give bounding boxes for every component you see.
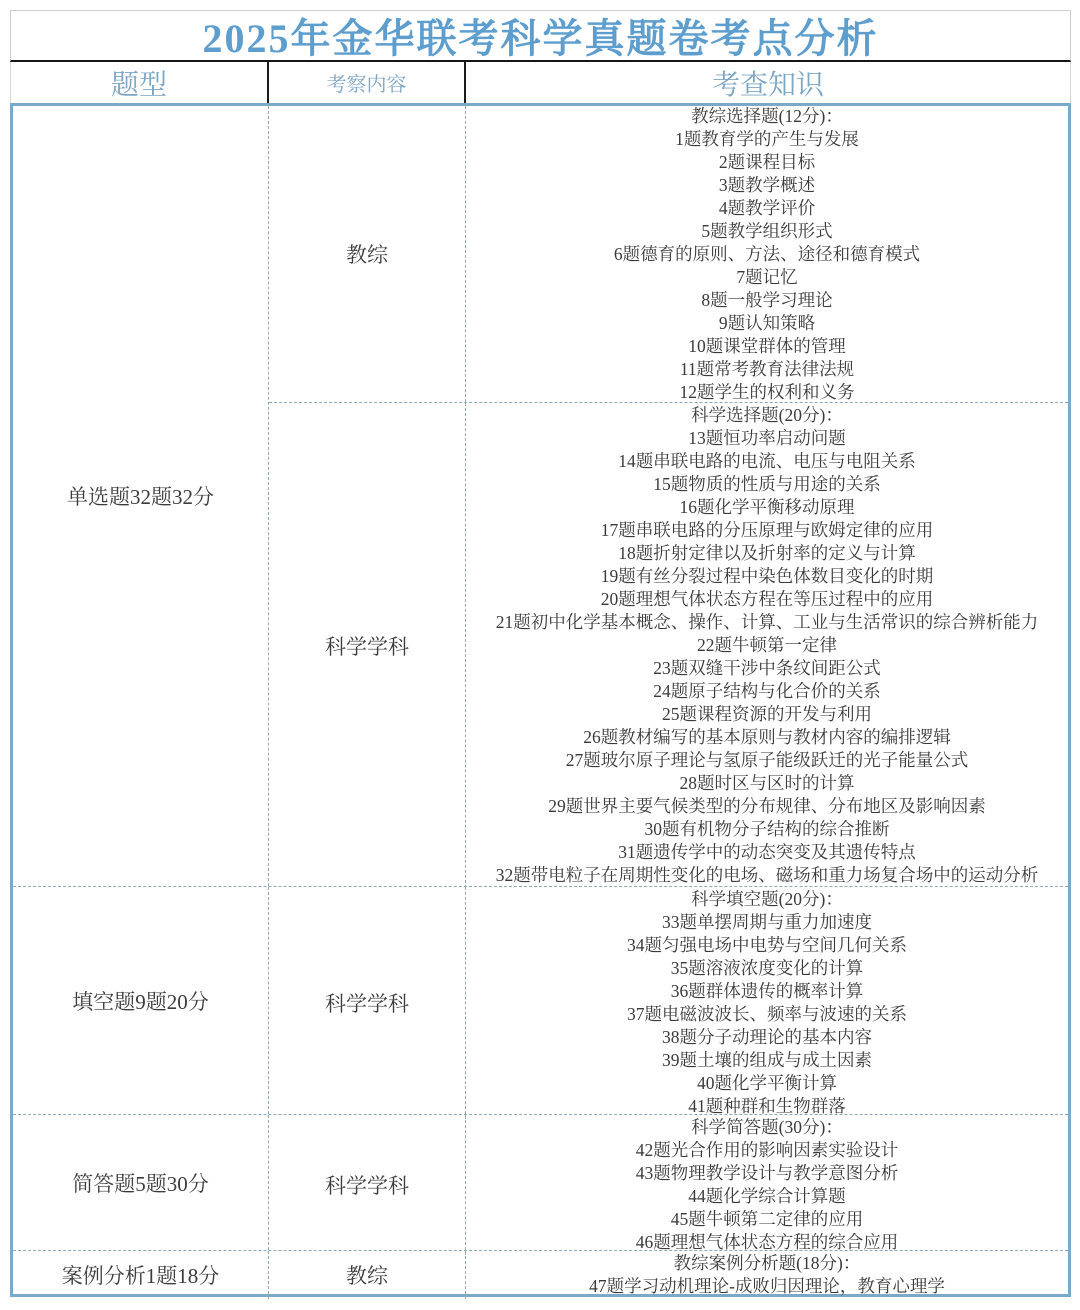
knowledge-line: 33题单摆周期与重力加速度 (662, 912, 872, 932)
knowledge-line: 1题教育学的产生与发展 (675, 128, 859, 149)
knowledge-line: 45题牛顿第二定律的应用 (670, 1209, 864, 1229)
row3-section-science (269, 1115, 1068, 1255)
row1-right-part (269, 106, 1068, 886)
row3-right-part (269, 1115, 1068, 1250)
knowledge-line: 40题化学平衡计算 (697, 1073, 837, 1093)
knowledge-line: 13题恒功率启动问题 (688, 428, 846, 448)
knowledge-line: 31题遗传学中的动态突变及其遗传特点 (618, 842, 916, 862)
header-exam-content: 考察内容 (269, 62, 466, 103)
knowledge-line: 24题原子结构与化合价的关系 (653, 681, 881, 701)
knowledge-line: 27题玻尔原子理论与氢原子能级跃迁的光子能量公式 (565, 750, 969, 770)
knowledge-list (466, 403, 1068, 888)
knowledge-line: 5题教学组织形式 (701, 220, 833, 241)
knowledge-line: 4题教学评价 (718, 197, 816, 218)
knowledge-line: 科学选择题(20分)： (691, 405, 843, 425)
table-row (13, 887, 1068, 1115)
knowledge-line: 教综案例分析题(18分)： (673, 1253, 861, 1273)
knowledge-line: 47题学习动机理论-成败归因理论，教育心理学 (589, 1276, 945, 1296)
knowledge-line: 36题群体遗传的概率计算 (670, 981, 864, 1001)
knowledge-line: 8题一般学习理论 (701, 289, 833, 310)
knowledge-line: 25题课程资源的开发与利用 (662, 704, 872, 724)
exam-content-cell: 教综 (269, 1251, 466, 1299)
knowledge-line: 科学简答题(30分)： (691, 1117, 843, 1137)
row4-right-part (269, 1251, 1068, 1299)
table-header-row (10, 62, 1071, 103)
knowledge-line: 7题记忆 (736, 266, 798, 287)
knowledge-line: 14题串联电路的电流、电压与电阻关系 (618, 451, 916, 471)
knowledge-line: 科学填空题(20分)： (691, 889, 843, 909)
knowledge-line: 46题理想气体状态方程的综合应用 (635, 1232, 899, 1252)
knowledge-line: 29题世界主要气候类型的分布规律、分布地区及影响因素 (548, 796, 986, 816)
question-type-cell: 单选题32题32分 (13, 106, 269, 886)
knowledge-line: 15题物质的性质与用途的关系 (653, 474, 881, 494)
knowledge-line: 42题光合作用的影响因素实验设计 (635, 1140, 899, 1160)
row1-section-science (269, 403, 1068, 888)
knowledge-list (466, 106, 1068, 402)
knowledge-line: 9题认知策略 (718, 312, 816, 333)
analysis-table (10, 103, 1071, 1297)
knowledge-line: 28题时区与区时的计算 (679, 773, 855, 793)
knowledge-line: 35题溶液浓度变化的计算 (670, 958, 864, 978)
knowledge-line: 2题课程目标 (718, 151, 816, 172)
row4-section-jiaozong (269, 1251, 1068, 1299)
row2-right-part (269, 887, 1068, 1114)
knowledge-line: 41题种群和生物群落 (688, 1096, 846, 1116)
knowledge-line: 20题理想气体状态方程在等压过程中的应用 (600, 589, 934, 609)
row2-section-science (269, 887, 1068, 1119)
knowledge-line: 32题带电粒子在周期性变化的电场、磁场和重力场复合场中的运动分析 (495, 865, 1039, 885)
header-question-type: 题型 (11, 62, 269, 103)
knowledge-line: 16题化学平衡移动原理 (679, 497, 855, 517)
knowledge-line: 教综选择题(12分)： (691, 105, 843, 126)
question-type-cell: 简答题5题30分 (13, 1115, 269, 1250)
knowledge-line: 3题教学概述 (718, 174, 816, 195)
exam-content-cell: 科学学科 (269, 403, 466, 888)
knowledge-line: 18题折射定律以及折射率的定义与计算 (618, 543, 916, 563)
knowledge-line: 38题分子动理论的基本内容 (662, 1027, 872, 1047)
question-type-cell: 填空题9题20分 (13, 887, 269, 1114)
knowledge-line: 10题课堂群体的管理 (688, 335, 846, 356)
knowledge-line: 11题常考教育法律法规 (679, 358, 855, 379)
knowledge-line: 12题学生的权利和义务 (679, 381, 855, 402)
row1-section-jiaozong (269, 106, 1068, 403)
page-title: 2025年金华联考科学真题卷考点分析 (202, 16, 879, 61)
question-type-cell: 案例分析1题18分 (13, 1251, 269, 1299)
knowledge-line: 30题有机物分子结构的综合推断 (644, 819, 890, 839)
knowledge-line: 6题德育的原则、方法、途径和德育模式 (613, 243, 921, 264)
knowledge-list (466, 1251, 1068, 1299)
exam-content-cell: 科学学科 (269, 887, 466, 1119)
knowledge-line: 34题匀强电场中电势与空间几何关系 (627, 935, 907, 955)
knowledge-line: 44题化学综合计算题 (688, 1186, 846, 1206)
table-row (13, 1251, 1068, 1299)
header-exam-knowledge: 考查知识 (711, 69, 824, 101)
knowledge-line: 21题初中化学基本概念、操作、计算、工业与生活常识的综合辨析能力 (495, 612, 1039, 632)
knowledge-line: 26题教材编写的基本原则与教材内容的编排逻辑 (583, 727, 951, 747)
title-box (10, 10, 1071, 62)
knowledge-line: 23题双缝干涉中条纹间距公式 (653, 658, 881, 678)
exam-content-cell: 科学学科 (269, 1115, 466, 1255)
knowledge-line: 37题电磁波波长、频率与波速的关系 (627, 1004, 907, 1024)
knowledge-line: 22题牛顿第一定律 (697, 635, 837, 655)
knowledge-line: 39题土壤的组成与成土因素 (662, 1050, 872, 1070)
knowledge-line: 43题物理教学设计与教学意图分析 (635, 1163, 899, 1183)
knowledge-line: 19题有丝分裂过程中染色体数目变化的时期 (600, 566, 934, 586)
exam-content-cell: 教综 (269, 106, 466, 402)
knowledge-list (466, 1115, 1068, 1255)
knowledge-line: 17题串联电路的分压原理与欧姆定律的应用 (600, 520, 934, 540)
table-row (13, 106, 1068, 887)
knowledge-list (466, 887, 1068, 1119)
table-row (13, 1115, 1068, 1251)
